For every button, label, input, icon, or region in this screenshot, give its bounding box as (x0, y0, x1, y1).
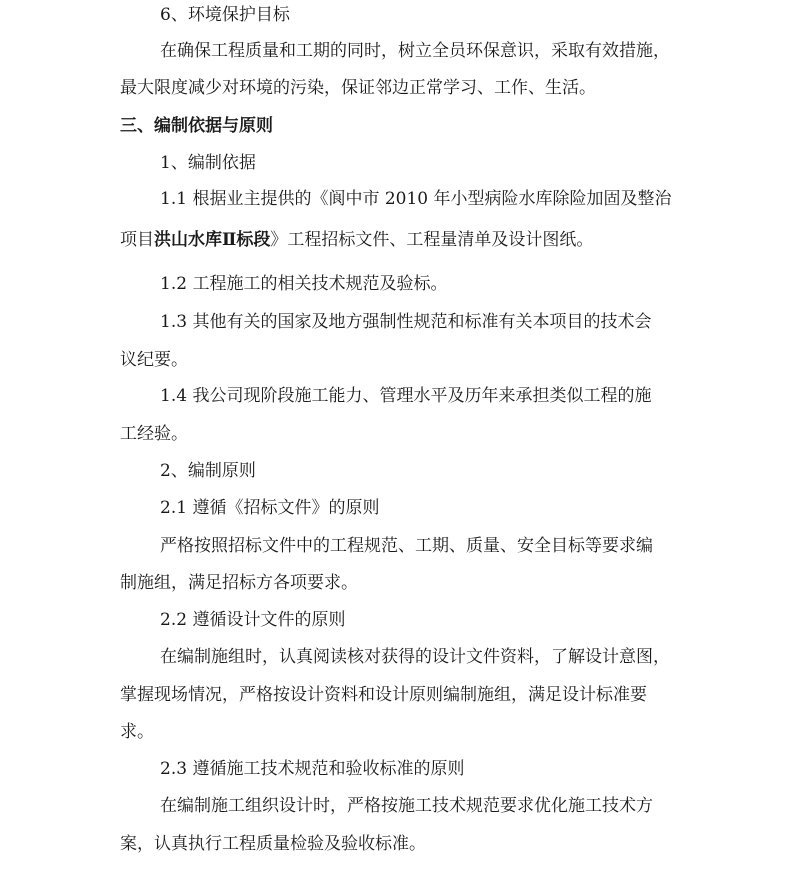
paragraph-line (0, 229, 792, 251)
text-span: 项目 (120, 230, 154, 250)
subsection-title: 2、编制原则 (160, 461, 256, 481)
paragraph-line: 1.1 根据业主提供的《阆中市 2010 年小型病险水库除险加固及整治 (160, 189, 672, 209)
paragraph-line: 议纪要。 (120, 350, 188, 370)
paragraph-line: 1.2 工程施工的相关技术规范及验标。 (160, 274, 448, 294)
paragraph-line: 1.3 其他有关的国家及地方强制性规范和标准有关本项目的技术会 (160, 312, 652, 332)
project-name-bold: 洪山水库Ⅱ标段 (154, 230, 271, 250)
text-span: 》工程招标文件、工程量清单及设计图纸。 (270, 230, 594, 250)
paragraph-line: 工经验。 (120, 424, 188, 444)
paragraph-line: 在编制施工组织设计时，严格按施工技术规范要求优化施工技术方 (160, 796, 653, 816)
paragraph-line: 1.4 我公司现阶段施工能力、管理水平及历年来承担类似工程的施 (160, 386, 652, 406)
paragraph-line: 严格按照招标文件中的工程规范、工期、质量、安全目标等要求编 (160, 536, 653, 556)
paragraph-line: 求。 (120, 722, 154, 742)
paragraph-line: 2.3 遵循施工技术规范和验收标准的原则 (160, 759, 465, 779)
section-item-environment-goal: 6、环境保护目标 (160, 5, 290, 25)
paragraph-line: 掌握现场情况，严格按设计资料和设计原则编制施组，满足设计标准要 (120, 685, 647, 705)
paragraph-line: 案，认真执行工程质量检验及验收标准。 (120, 834, 426, 854)
subsection-title: 1、编制依据 (160, 153, 256, 173)
section-heading: 三、编制依据与原则 (120, 116, 273, 136)
paragraph-line: 在编制施组时，认真阅读核对获得的设计文件资料，了解设计意图， (160, 647, 670, 667)
paragraph-line: 最大限度减少对环境的污染，保证邻边正常学习、工作、生活。 (120, 78, 596, 98)
paragraph-line: 制施组，满足招标方各项要求。 (120, 573, 358, 593)
paragraph-line: 2.1 遵循《招标文件》的原则 (160, 498, 380, 518)
paragraph-line: 在确保工程质量和工期的同时，树立全员环保意识，采取有效措施， (160, 41, 670, 61)
paragraph-line: 2.2 遵循设计文件的原则 (160, 610, 346, 630)
